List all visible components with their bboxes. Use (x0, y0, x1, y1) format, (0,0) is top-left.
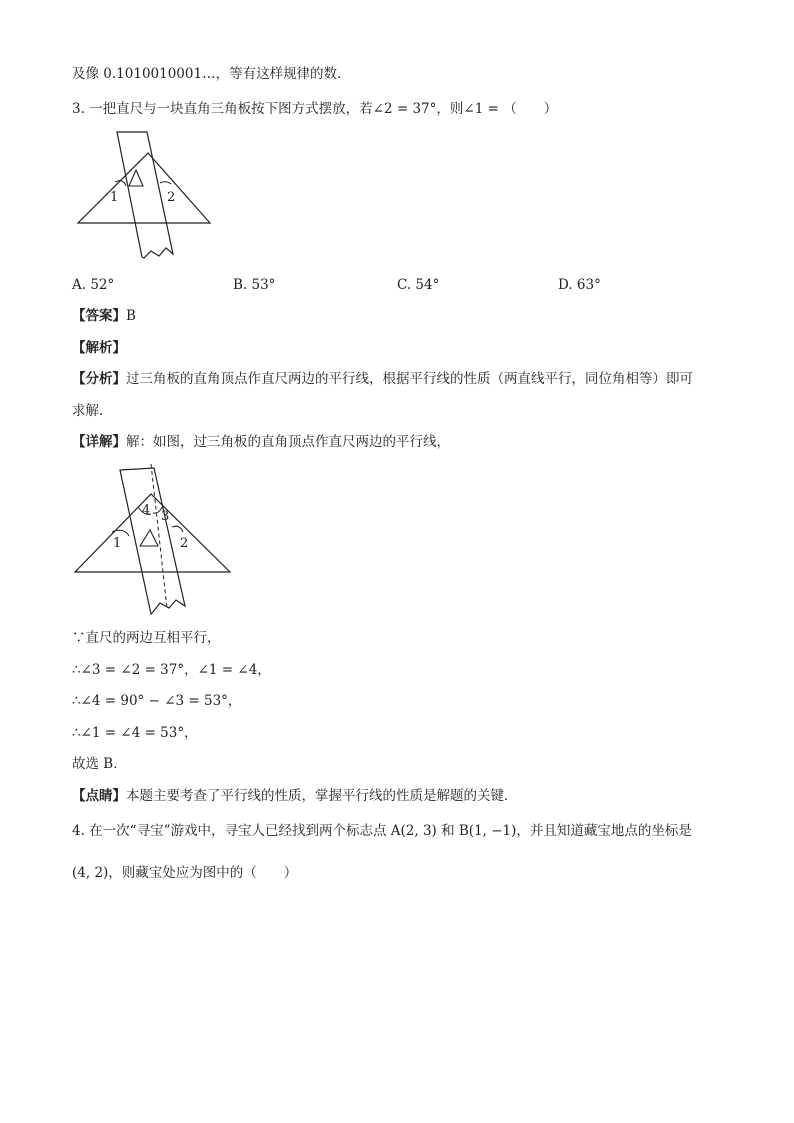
question-4-line-2: (4, 2)，则藏宝处应为图中的（ ） (72, 865, 298, 881)
xiangjie-text: 解：如图，过三角板的直角顶点作直尺两边的平行线， (126, 434, 450, 450)
step-3: ∴∠4 = 90° − ∠3 = 53°， (72, 693, 242, 709)
answer-value: B (126, 308, 136, 324)
answer-line (72, 308, 136, 324)
figure-solution (72, 462, 237, 622)
option-a[interactable]: A. 52° (72, 277, 115, 293)
dianjing-tag: 【点睛】 (72, 788, 126, 804)
dianjing-text: 本题主要考查了平行线的性质，掌握平行线的性质是解题的关键． (126, 788, 518, 804)
xiangjie-line (72, 434, 450, 450)
step-2: ∴∠3 = ∠2 = 37°，∠1 = ∠4， (72, 662, 271, 678)
angle2-label: 2 (180, 536, 189, 551)
analysis-tag: 【解析】 (72, 340, 126, 356)
fenxi-line (72, 371, 693, 387)
triangle-hole (129, 170, 143, 186)
step-1: ∵直尺的两边互相平行， (72, 630, 221, 646)
angle1-label: 1 (110, 190, 119, 205)
step-5: 故选 B． (72, 756, 127, 772)
ruler-shape (117, 132, 176, 258)
angle1-label: 1 (113, 536, 122, 551)
answer-tag: 【答案】 (72, 308, 126, 324)
angle4-label: 4 (142, 503, 151, 518)
xiangjie-tag: 【详解】 (72, 434, 126, 450)
option-b[interactable]: B. 53° (233, 277, 276, 293)
option-c[interactable]: C. 54° (397, 277, 440, 293)
fenxi-tag: 【分析】 (72, 371, 126, 387)
question-3: 3. 一把直尺与一块直角三角板按下图方式摆放，若∠2 = 37°，则∠1 = （ ） (72, 101, 558, 117)
triangle-hole (140, 530, 158, 546)
angle3-label: 3 (161, 509, 170, 524)
figure-ruler-triangle (72, 130, 217, 265)
option-d[interactable]: D. 63° (558, 277, 601, 293)
continued-text: 及像 0.1010010001…，等有这样规律的数． (72, 66, 351, 82)
angle2-arc (172, 526, 183, 532)
fenxi-text: 过三角板的直角顶点作直尺两边的平行线，根据平行线的性质（两直线平行，同位角相等）即可 (126, 371, 693, 387)
triangle-shape (78, 153, 210, 223)
fenxi-text-2: 求解． (72, 403, 113, 419)
step-4: ∴∠1 = ∠4 = 53°， (72, 725, 198, 741)
angle1-arc (115, 181, 126, 186)
dianjing-line (72, 788, 518, 804)
triangle-shape (75, 494, 230, 572)
angle2-arc (160, 182, 171, 184)
ruler-shape (120, 468, 185, 614)
question-4-line-1: 4. 在一次“寻宝”游戏中，寻宝人已经找到两个标志点 A(2, 3) 和 B(1, −1)，并且知道藏宝地点的坐标是 (72, 823, 692, 839)
angle2-label: 2 (167, 190, 176, 205)
